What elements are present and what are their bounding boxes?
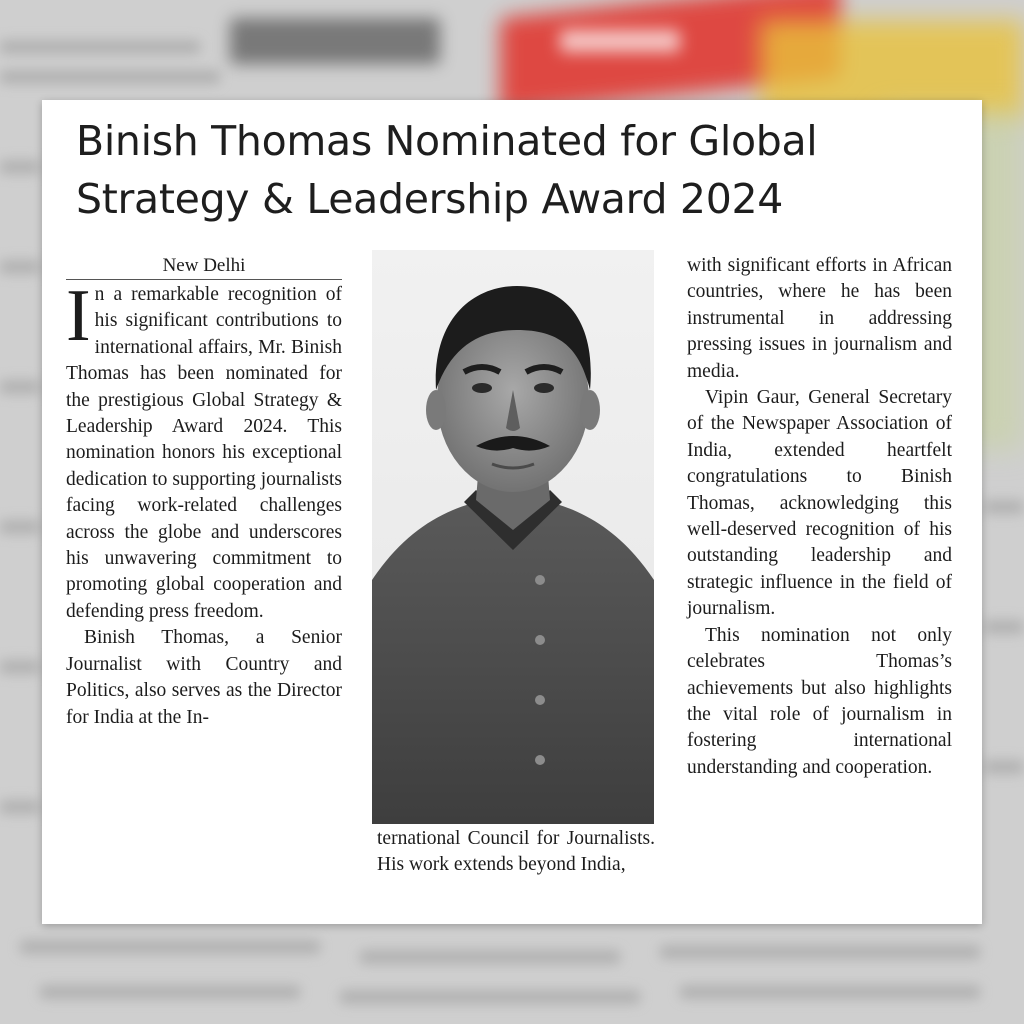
- portrait-photo: [372, 250, 654, 824]
- background-text-line: [680, 985, 980, 999]
- background-text-line: [360, 950, 620, 964]
- article-column-2: [377, 826, 655, 879]
- background-text-line: [984, 760, 1024, 774]
- article-paragraph: with significant efforts in African countries, where he has been instrumental in addressing pressing issues in journalism and media.: [687, 255, 952, 382]
- portrait-illustration: [372, 250, 654, 824]
- article-column-3: [687, 253, 952, 781]
- article-paragraph: Vipin Gaur, General Secretary of the Newspaper Association of India, extended heartfelt congratulations to Binish Thomas, acknowledging this well-deserved recognition of his outstanding leadership and strategic influence in the field of journalism.: [687, 387, 952, 620]
- background-headline-blur: [230, 18, 440, 64]
- article-paragraph: ternational Council for Journalists. His work extends beyond India,: [377, 828, 655, 876]
- background-text-line: [984, 500, 1024, 514]
- article-column-1: [66, 254, 342, 731]
- background-text-line: [0, 40, 200, 54]
- background-text-line: [0, 70, 220, 84]
- newspaper-article: [42, 100, 982, 924]
- drop-cap: I: [66, 275, 91, 357]
- background-text-line: [0, 260, 40, 274]
- background-text-line: [0, 520, 40, 534]
- background-text-line: [0, 660, 40, 674]
- dateline: New Delhi: [66, 254, 342, 280]
- background-text-line: [984, 620, 1024, 634]
- background-text-line: [660, 945, 980, 959]
- article-headline: Binish Thomas Nominated for Global Strategy & Leadership Award 2024: [76, 117, 818, 223]
- background-text-line: [0, 380, 40, 394]
- background-text-line: [40, 985, 300, 999]
- background-text-line: [20, 940, 320, 954]
- paragraph-text: n a remarkable recognition of his significant contributions to international affairs, Mr. Binish Thomas has been nominated for the prestigious Global Strategy & Leadership Award 2024. This nomination honors his exceptional dedication to supporting journalists facing work-related challenges across the globe and underscores his unwavering commitment to promoting global cooperation and defending press freedom.: [66, 284, 342, 622]
- background-text-line: [0, 160, 40, 174]
- article-paragraph: Binish Thomas, a Senior Journalist with Country and Politics, also serves as the Director for India at the In-: [66, 627, 342, 728]
- background-banner-text-blur: [560, 30, 680, 52]
- background-text-line: [0, 800, 40, 814]
- background-text-line: [340, 990, 640, 1004]
- article-paragraph: [66, 275, 342, 625]
- article-paragraph: This nomination not only celebrates Thomas’s achievements but also highlights the vital role of journalism in fostering international understanding and cooperation.: [687, 624, 952, 778]
